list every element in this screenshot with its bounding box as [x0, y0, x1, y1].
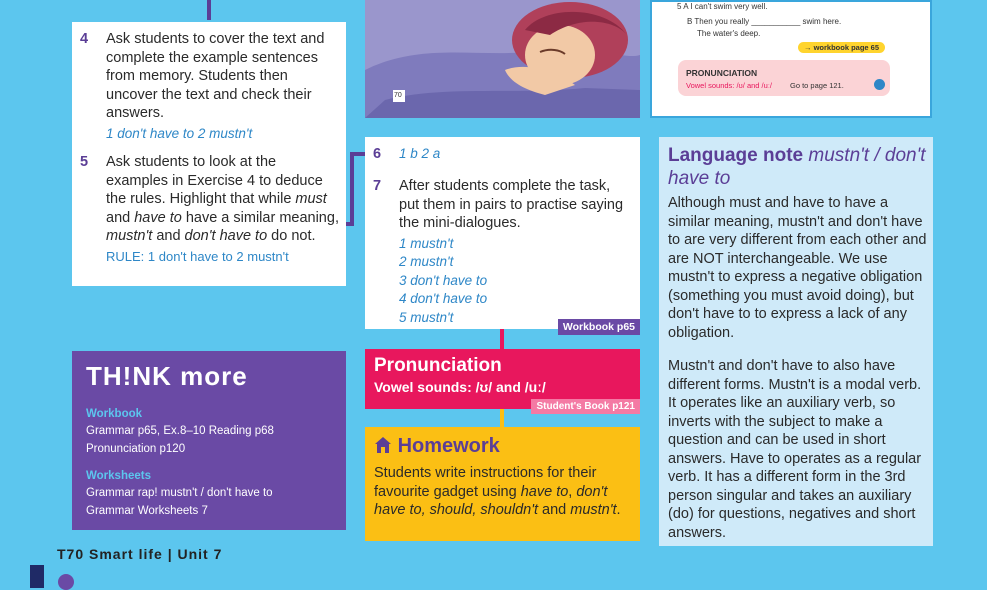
step-5 — [80, 153, 340, 266]
think-more-box — [72, 351, 346, 530]
workbook-line-2[interactable]: Pronunciation p120 — [86, 443, 186, 455]
step-text: After students complete the task, put them in pairs to practise saying the mini-dialogues. — [399, 178, 624, 231]
step-4 — [80, 30, 340, 143]
step-answers: 1 b 2 a — [399, 146, 441, 161]
footer-bar — [30, 565, 44, 588]
language-note-paragraph-1: Although must and have to have a similar meaning, mustn't and don't have to are very different from each other and are NOT interchangeable. We use mustn't to express a negative obligation (something you must avoid doing), but don't have to to express a lack of any obligation. — [668, 195, 927, 341]
workbook-label: Workbook — [86, 408, 143, 420]
rule-answers: RULE: 1 don't have to 2 mustn't — [106, 248, 289, 264]
answer-2: 2 mustn't — [399, 254, 454, 269]
workbook-badge[interactable]: Workbook p65 — [558, 319, 640, 335]
page-footer: T70 Smart life | Unit 7 — [57, 546, 223, 562]
steps-card-middle — [365, 137, 640, 333]
pron-box-title: PRONUNCIATION — [686, 68, 758, 78]
worksheets-line-2[interactable]: Grammar Worksheets 7 — [86, 505, 208, 517]
house-icon — [374, 436, 392, 454]
connector-yellow — [500, 409, 504, 427]
sleeping-girl-illustration — [365, 0, 640, 118]
workbook-page-ref[interactable]: → workbook page 65 — [798, 42, 885, 53]
pron-box-text: Vowel sounds: /ʊ/ and /uː/ — [686, 81, 772, 90]
homework-title: Homework — [397, 435, 500, 457]
answer-5: 5 mustn't — [399, 309, 454, 325]
language-note-title: Language note mustn't / don't have to — [668, 145, 926, 189]
step-text: Ask students to look at the examples in Exercise 4 to deduce the rules. Highlight that while must and have to have a similar meaning, mustn't and don't have to do not. — [106, 154, 339, 244]
connector-bracket-h — [350, 152, 365, 156]
pron-box-go: Go to page 121. — [790, 81, 844, 90]
pronunciation-title: Pronunciation — [374, 355, 502, 376]
step-6 — [373, 145, 633, 164]
worksheets-label: Worksheets — [86, 470, 151, 482]
homework-heading — [374, 435, 500, 458]
step-text: Ask students to cover the text and complete the example sentences from memory. Students then uncover the text and check their answers. — [106, 31, 325, 121]
worksheets-line-1[interactable]: Grammar rap! mustn't / don't have to — [86, 487, 273, 499]
pronunciation-subtitle: Vowel sounds: /ʊ/ and /uː/ — [374, 379, 546, 395]
step-number: 7 — [373, 178, 382, 194]
pronunciation-box — [678, 60, 890, 96]
pronunciation-box-main — [365, 349, 640, 412]
connector-line-top — [207, 0, 211, 20]
workbook-line-1[interactable]: Grammar p65, Ex.8–10 Reading p68 — [86, 425, 274, 437]
answer-4: 4 don't have to — [399, 291, 488, 306]
students-book-badge[interactable]: Student's Book p121 — [531, 399, 640, 414]
photo-page-tag: 70 — [394, 92, 402, 99]
step-answers: 1 don't have to 2 mustn't — [106, 125, 253, 141]
step-7 — [373, 177, 633, 327]
step-number: 6 — [373, 146, 382, 162]
answer-1: 1 mustn't — [399, 235, 454, 251]
student-book-snippet — [650, 0, 932, 118]
connector-bracket-v — [350, 152, 354, 226]
exercise-line-1: 5 A I can't swim very well. — [677, 2, 768, 11]
homework-text: Students write instructions for their favourite gadget using have to, don't have to, should, shouldn't and mustn't. — [374, 465, 621, 518]
exercise-line-3: The water's deep. — [697, 29, 761, 38]
audio-icon[interactable] — [874, 79, 885, 90]
illustration-sleeping-girl — [365, 0, 640, 118]
answer-3: 3 don't have to — [399, 272, 488, 288]
steps-card-left — [72, 22, 346, 286]
exercise-line-2: B Then you really ___________ swim here. — [687, 17, 842, 26]
step-number: 5 — [80, 154, 89, 170]
homework-box — [365, 427, 640, 541]
language-note-paragraph-2: Mustn't and don't have to also have different forms. Mustn't is a modal verb. It operates like an auxiliary verb, so inverts with the subject to make a question and can be used in short answers. Have to operates as a regular verb. It has a different form in the 3rd person singular and takes an auxiliary (do) for questions, negatives and short answers. — [668, 358, 922, 541]
think-more-title: TH!NK more — [86, 361, 248, 391]
connector-pink — [500, 329, 504, 349]
language-note-box — [659, 137, 933, 546]
step-number: 4 — [80, 31, 89, 47]
